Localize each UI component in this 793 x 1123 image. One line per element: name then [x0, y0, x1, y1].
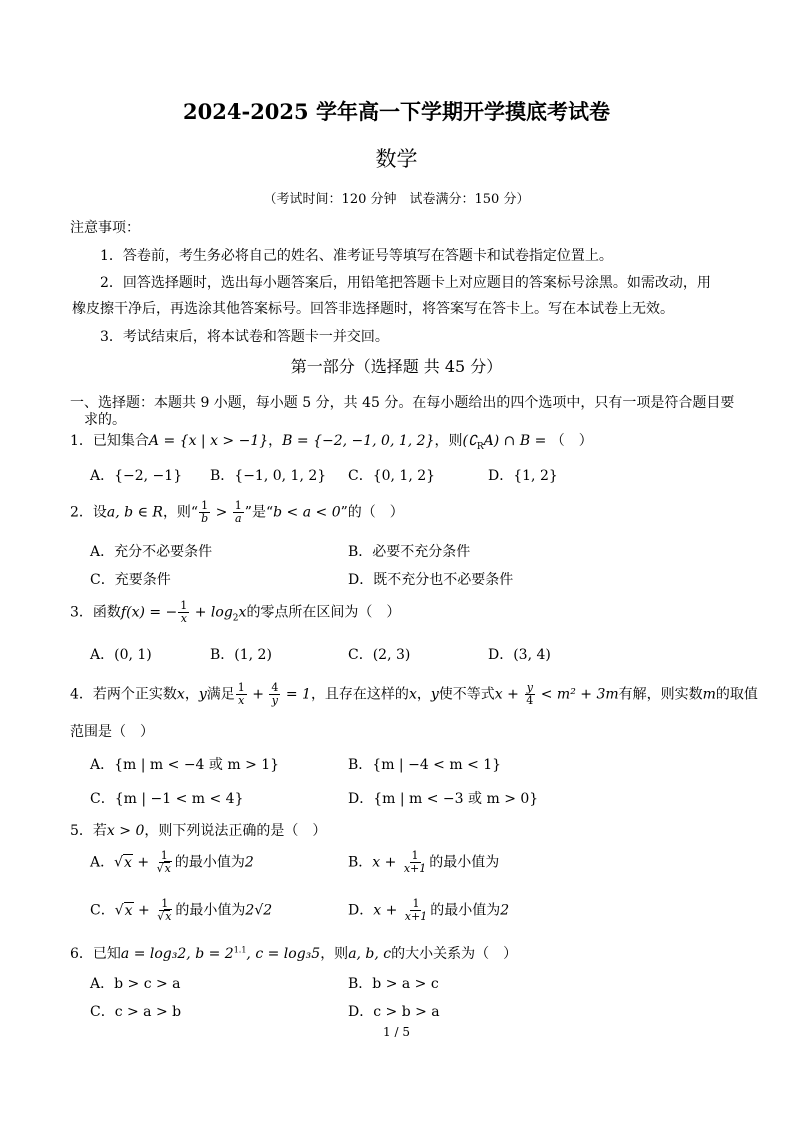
- q2-tail: ”的（ ）: [340, 504, 404, 521]
- page-number: 1 / 5: [383, 1025, 410, 1039]
- q4-comma2: ，: [416, 686, 431, 703]
- q1-option-a: A．{−2, −1}: [90, 468, 183, 484]
- q6-mid: ，则: [320, 946, 349, 962]
- q1-tail: = （ ）: [530, 433, 593, 449]
- notice-heading: 注意事项：: [70, 220, 140, 236]
- q4-plus: +: [247, 686, 269, 703]
- q4-option-d: D．{m | m < −3 或 m > 0}: [348, 791, 539, 807]
- q1-expr: (∁: [462, 433, 477, 449]
- q3-option-b: B．(1, 2): [210, 647, 272, 663]
- notice-item-1: 1．答卷前，考生务必将自己的姓名、准考证号等填写在答题卡和试卷指定位置上。: [100, 248, 613, 264]
- q2-prefix: 2．设: [70, 504, 107, 521]
- q4-mid2: 使不等式: [438, 686, 495, 703]
- q6-option-c: C．c > a > b: [90, 1004, 182, 1020]
- q4-tail: 有解，则实数: [618, 686, 703, 703]
- q3-base: 2: [232, 613, 239, 624]
- question-1: [70, 430, 593, 452]
- q5-tail: ，则下列说法正确的是（ ）: [144, 823, 327, 839]
- notice-item-2b: 橡皮擦干净后，再选涂其他答案标号。回答非选择题时，将答案写在答卡上。写在本试卷上无效。: [72, 301, 674, 317]
- q5-option-d: D．x + $\frac{1}{x+1}$ 的最小值为2: [348, 897, 510, 923]
- q2-frac-2: $\frac{1}{a}$: [234, 499, 242, 525]
- instructions-line-1: 一、选择题：本题共 9 小题，每小题 5 分，共 45 分。在每小题给出的四个选项中，只有一项是符合题目要: [70, 395, 735, 411]
- question-3: [70, 600, 400, 625]
- question-5: [70, 820, 326, 840]
- q1-option-d: D．{1, 2}: [488, 468, 558, 484]
- q4-eq1: = 1: [281, 686, 311, 703]
- exam-title: 2024-2025 学年高一下学期开学摸底考试卷: [183, 99, 610, 124]
- q6-expr: a = log₃2, b = 2: [120, 946, 234, 962]
- q1-option-b: B．{−1, 0, 1, 2}: [210, 468, 327, 484]
- q2-option-a: A．充分不必要条件: [90, 544, 213, 560]
- q3-frac: $\frac{1}{x}$: [180, 599, 188, 625]
- q3-option-a: A．(0, 1): [90, 647, 152, 663]
- q6-option-d: D．c > b > a: [348, 1004, 440, 1020]
- q4-ineq1: x +: [494, 686, 524, 703]
- q2-vars: a, b ∈ R: [106, 504, 163, 521]
- q2-mid2: ”是“: [244, 504, 274, 521]
- q1-sub: R: [476, 441, 484, 452]
- q3-option-c: C．(2, 3): [348, 647, 411, 663]
- q6-option-b: B．b > a > c: [348, 976, 439, 992]
- q1-set-a: A = {x | x > −1}: [148, 433, 269, 449]
- q3-option-d: D．(3, 4): [488, 647, 551, 663]
- q5-option-c: C．√x + $\frac{1}{√x}$ 的最小值为2√2: [90, 897, 273, 923]
- q4-frac-2: $\frac{4}{y}$: [271, 681, 279, 707]
- q2-option-b: B．必要不充分条件: [348, 544, 471, 560]
- q5-cond: x > 0: [106, 823, 145, 839]
- instructions-line-2: 求的。: [84, 412, 126, 428]
- q3-fx: f(x) = −: [120, 604, 178, 621]
- q6-vars: a, b, c: [348, 946, 392, 962]
- q3-log: + log: [190, 604, 233, 621]
- q4-frac-1: $\frac{1}{x}$: [237, 681, 245, 707]
- subject-title: 数学: [375, 147, 418, 171]
- q1-prefix: 1．已知集合: [70, 433, 149, 449]
- q1-then: ，则: [434, 433, 463, 449]
- notice-item-3: 3．考试结束后，将本试卷和答题卡一并交回。: [100, 329, 389, 345]
- q4-x: x: [176, 686, 185, 703]
- q3-prefix: 3．函数: [70, 604, 121, 621]
- q4-option-a: A．{m | m < −4 或 m > 1}: [90, 757, 280, 773]
- q1-set-b: B = {−2, −1, 0, 1, 2}: [282, 433, 435, 449]
- q1-comma: ，: [268, 433, 283, 449]
- question-6: [70, 943, 517, 963]
- q1-option-c: C．{0, 1, 2}: [348, 468, 436, 484]
- exam-info: （考试时间：120 分钟 试卷满分：150 分）: [263, 192, 530, 207]
- q2-mid: ，则“: [162, 504, 199, 521]
- q6-option-a: A．b > c > a: [90, 976, 181, 992]
- q6-prefix: 6．已知: [70, 946, 121, 962]
- question-4: [70, 682, 758, 707]
- q4-satisfy: 满足: [206, 686, 235, 703]
- q4-frac-3: $\frac{y}{4}$: [526, 681, 534, 707]
- q3-tail: 的零点所在区间为（ ）: [246, 604, 401, 621]
- q1-expr2: A) ∩ B: [483, 433, 531, 449]
- q4-ineq2: < m² + 3m: [536, 686, 619, 703]
- q2-gt: >: [211, 504, 232, 521]
- q3-logx: x: [238, 604, 247, 621]
- section-title: 第一部分（选择题 共 45 分）: [290, 357, 503, 376]
- q4-prefix: 4．若两个正实数: [70, 686, 177, 703]
- q2-frac-1: $\frac{1}{b}$: [201, 499, 209, 525]
- q5-prefix: 5．若: [70, 823, 107, 839]
- q4-comma: ，: [184, 686, 199, 703]
- question-2: [70, 500, 404, 525]
- q2-option-d: D．既不充分也不必要条件: [348, 572, 514, 588]
- q4-mid: ，且存在这样的: [310, 686, 409, 703]
- q4-tail2: 的取值: [715, 686, 758, 703]
- q4-m: m: [702, 686, 716, 703]
- q2-option-c: C．充要条件: [90, 572, 171, 588]
- q2-cond: b < a < 0: [273, 504, 341, 521]
- notice-item-2a: 2．回答选择题时，选出每小题答案后，用铅笔把答题卡上对应题目的答案标号涂黑。如需改动，用: [100, 275, 711, 291]
- q4-x2: x: [408, 686, 417, 703]
- q5-option-b: B．x + $\frac{1}{x+1}$ 的最小值为: [348, 849, 500, 875]
- q4-option-c: C．{m | −1 < m < 4}: [90, 791, 244, 807]
- q6-sup: 1.1: [233, 945, 247, 955]
- q4-y: y: [198, 686, 207, 703]
- q4-option-b: B．{m | −4 < m < 1}: [348, 757, 502, 773]
- q6-expr2: , c = log₃5: [246, 946, 321, 962]
- q6-tail: 的大小关系为（ ）: [391, 946, 518, 962]
- q4-line-2: 范围是（ ）: [70, 724, 154, 740]
- q5-option-a: A．√x + $\frac{1}{√x}$ 的最小值为2: [90, 849, 254, 875]
- q4-y2: y: [430, 686, 439, 703]
